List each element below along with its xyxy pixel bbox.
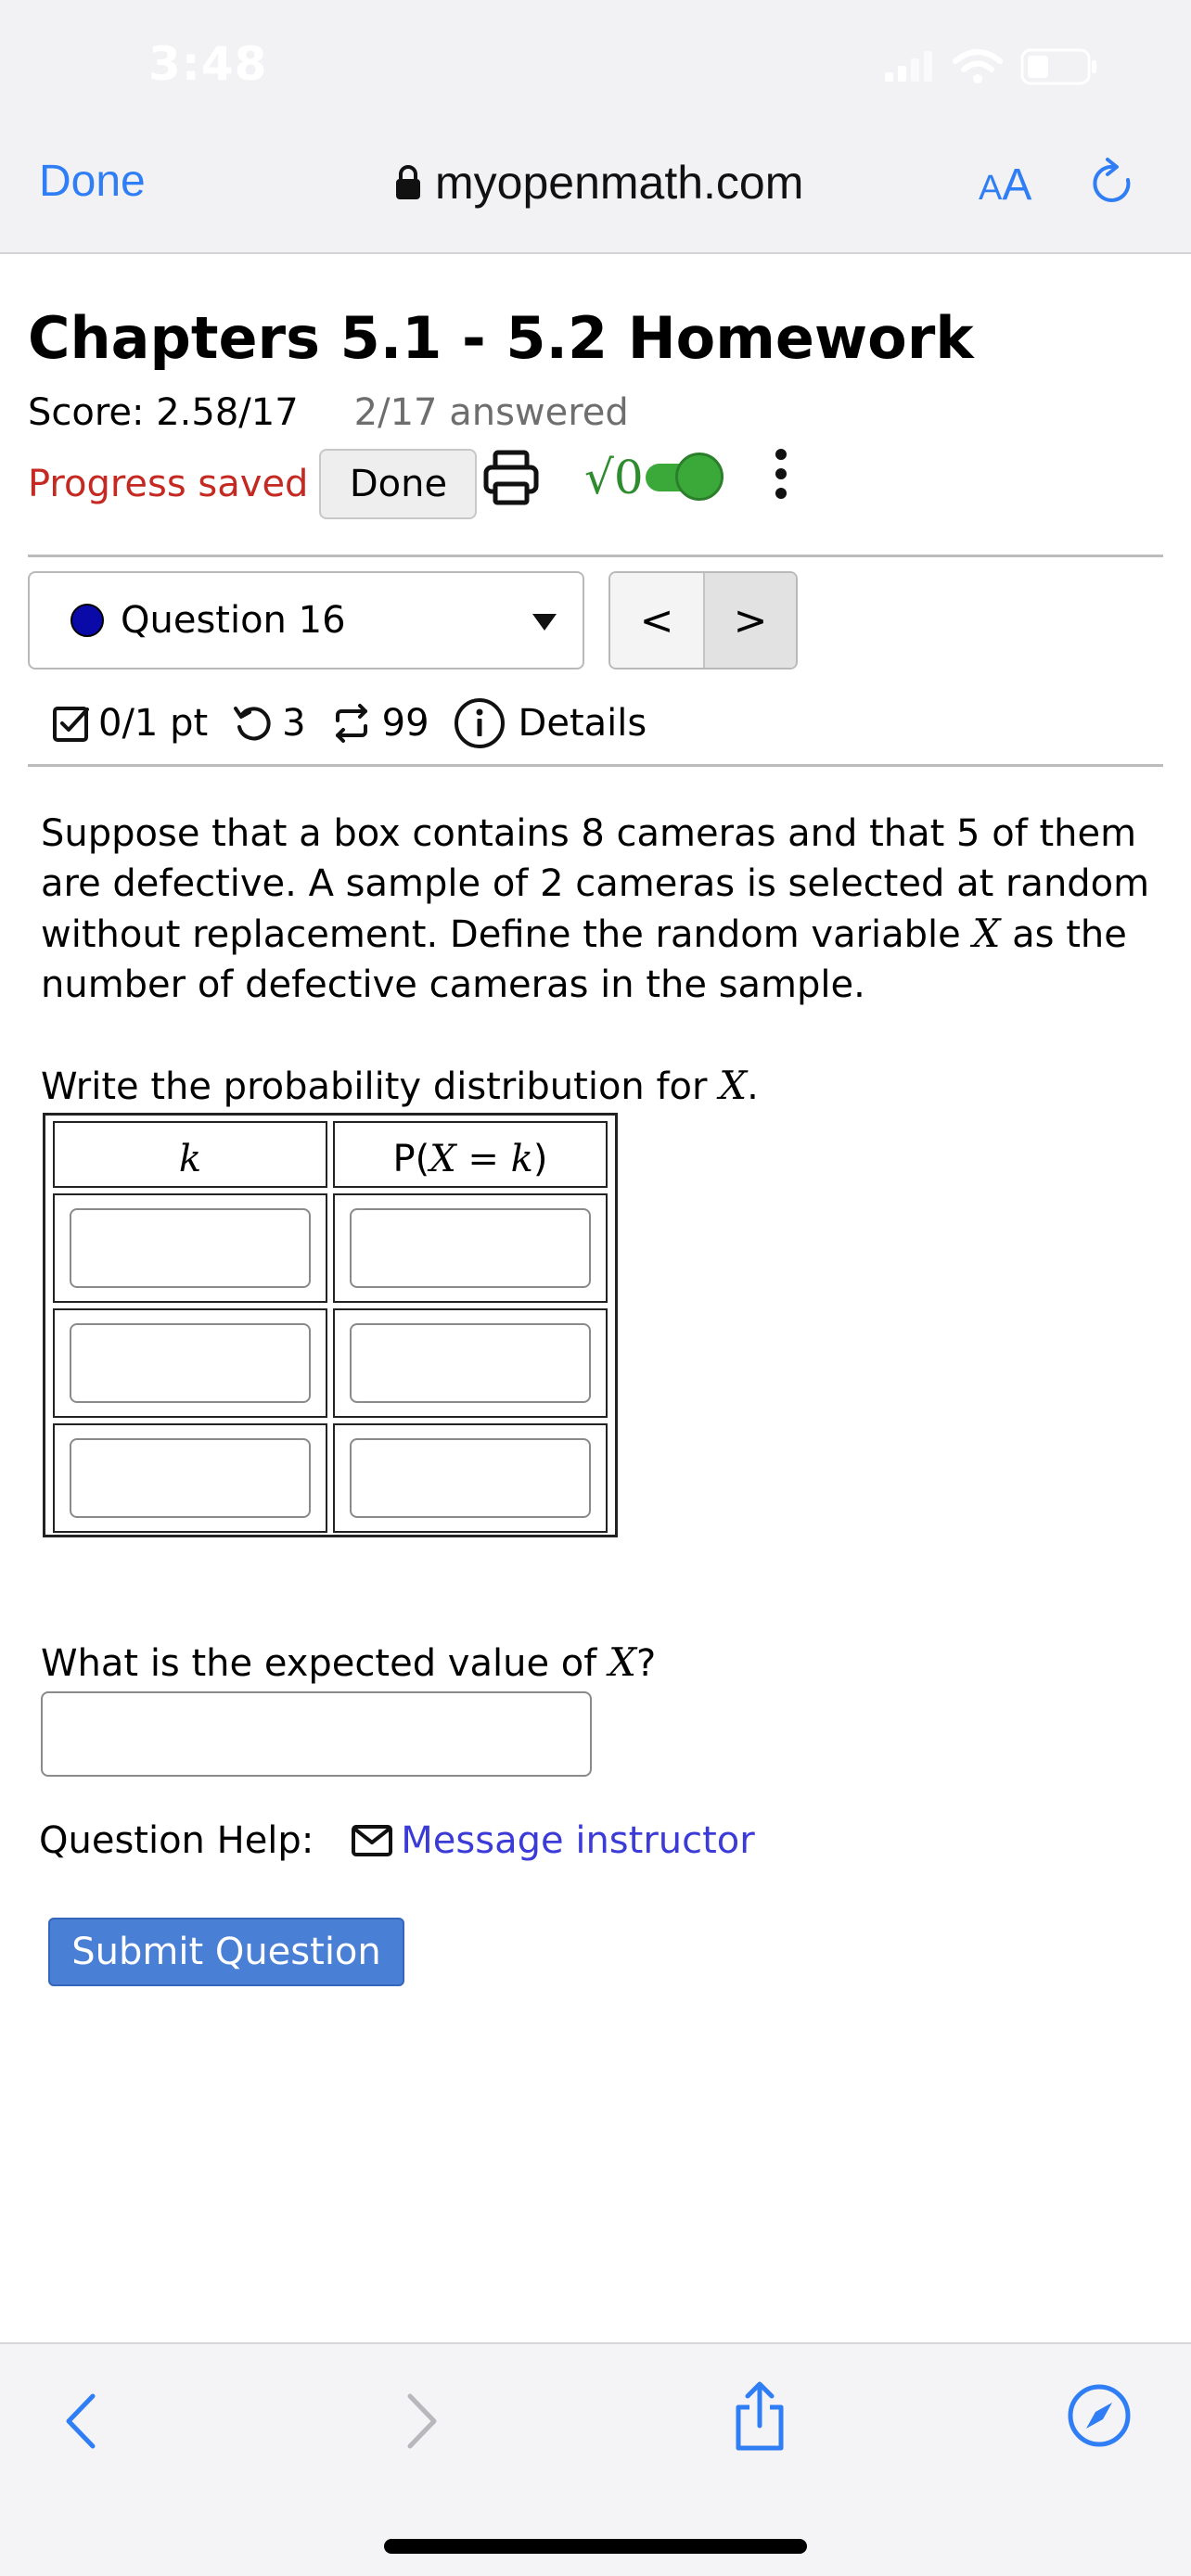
submit-question-button[interactable]: Submit Question (48, 1918, 404, 1986)
address-bar[interactable] (394, 156, 803, 210)
checkbox-icon (52, 704, 91, 743)
info-icon[interactable] (454, 697, 506, 749)
table-header-prob (333, 1121, 608, 1188)
question-select-label: Question 16 (121, 599, 346, 642)
divider (28, 555, 1163, 557)
battery-icon (1020, 48, 1098, 85)
status-time: 3:48 (148, 37, 268, 91)
ev-prompt-text: What is the expected value of (41, 1642, 609, 1685)
assignment-done-button[interactable]: Done (319, 449, 477, 519)
probability-distribution-table (43, 1113, 618, 1537)
versions-icon (330, 702, 373, 745)
prob-input-3[interactable] (350, 1438, 591, 1518)
next-question-button[interactable]: > (703, 573, 796, 668)
question-meta (52, 697, 647, 749)
header-k-text: k (178, 1138, 202, 1180)
back-chevron-icon[interactable] (58, 2389, 102, 2454)
share-icon[interactable] (729, 2379, 790, 2454)
table-row (53, 1193, 327, 1303)
question-status-dot (70, 604, 104, 637)
variable-x: X (608, 1639, 636, 1685)
answered-count: 2/17 answered (353, 391, 629, 434)
question-text-part1: Suppose that a box contains 8 cameras and that 5 of them are defective. A sample of 2 cameras is selected at random without replacement. Define the random variable (41, 812, 1150, 956)
k-input-3[interactable] (70, 1438, 311, 1518)
versions-count: 99 (381, 702, 429, 745)
text-size-button[interactable] (979, 159, 1031, 210)
caret-down-icon (532, 614, 557, 631)
details-link[interactable]: Details (518, 702, 647, 745)
prob-input-1[interactable] (350, 1208, 591, 1288)
text-size-big-glyph: A (1002, 160, 1032, 210)
sqrt-icon: √0 (584, 451, 644, 504)
message-instructor-link[interactable]: Message instructor (401, 1819, 755, 1862)
question-help-label: Question Help: (39, 1819, 314, 1862)
score-row (28, 391, 629, 434)
lock-icon (394, 164, 422, 201)
table-row (53, 1423, 327, 1533)
score-text: Score: 2.58/17 (28, 391, 299, 434)
distribution-prompt (41, 1063, 759, 1108)
expected-value-input[interactable] (41, 1691, 592, 1777)
retries-count: 3 (282, 702, 306, 745)
retry-icon (232, 703, 273, 744)
compass-icon[interactable] (1067, 2383, 1132, 2448)
browser-done-button[interactable]: Done (39, 157, 146, 206)
distribution-prompt-text: Write the probability distribution for (41, 1065, 720, 1108)
more-options-icon[interactable] (775, 449, 787, 499)
k-input-1[interactable] (70, 1208, 311, 1288)
reload-icon[interactable] (1087, 156, 1139, 213)
math-entry-toggle[interactable] (584, 451, 716, 504)
expected-value-prompt (41, 1639, 656, 1685)
table-row (53, 1308, 327, 1418)
divider (28, 764, 1163, 767)
home-indicator (384, 2539, 807, 2554)
mail-icon[interactable] (351, 1824, 393, 1857)
header-p-suffix: ) (532, 1138, 548, 1180)
signal-icon (883, 50, 935, 83)
variable-x: X (719, 1063, 748, 1108)
table-row (333, 1308, 608, 1418)
distribution-prompt-period: . (747, 1065, 759, 1108)
ev-prompt-qmark: ? (635, 1642, 657, 1685)
question-text (41, 809, 1154, 1010)
wifi-icon (952, 48, 1004, 85)
table-row (333, 1423, 608, 1533)
variable-x: X (972, 911, 1001, 956)
status-bar (0, 0, 1191, 139)
points-text: 0/1 pt (98, 702, 209, 745)
question-text-part2: as the number of defective cameras in the sample. (41, 913, 1127, 1006)
question-help (39, 1819, 755, 1862)
toggle-track (646, 464, 716, 491)
table-header-k (53, 1121, 327, 1188)
url-text: myopenmath.com (435, 157, 804, 209)
browser-nav-bar (0, 139, 1191, 254)
previous-question-button[interactable]: < (610, 573, 703, 668)
header-p-prefix: P( (392, 1138, 430, 1180)
question-nav-buttons (608, 571, 798, 670)
header-p-expr: X = k (429, 1138, 533, 1180)
question-select[interactable] (28, 571, 584, 670)
progress-row (28, 449, 477, 519)
prob-input-2[interactable] (350, 1323, 591, 1403)
toggle-knob (675, 453, 724, 501)
text-size-small-glyph: A (979, 169, 1003, 208)
forward-chevron-icon[interactable] (401, 2389, 445, 2454)
progress-saved-status: Progress saved (28, 463, 309, 505)
page-title: Chapters 5.1 - 5.2 Homework (28, 304, 974, 372)
printer-icon[interactable] (480, 447, 542, 508)
table-row (333, 1193, 608, 1303)
k-input-2[interactable] (70, 1323, 311, 1403)
status-icons (883, 48, 1098, 85)
